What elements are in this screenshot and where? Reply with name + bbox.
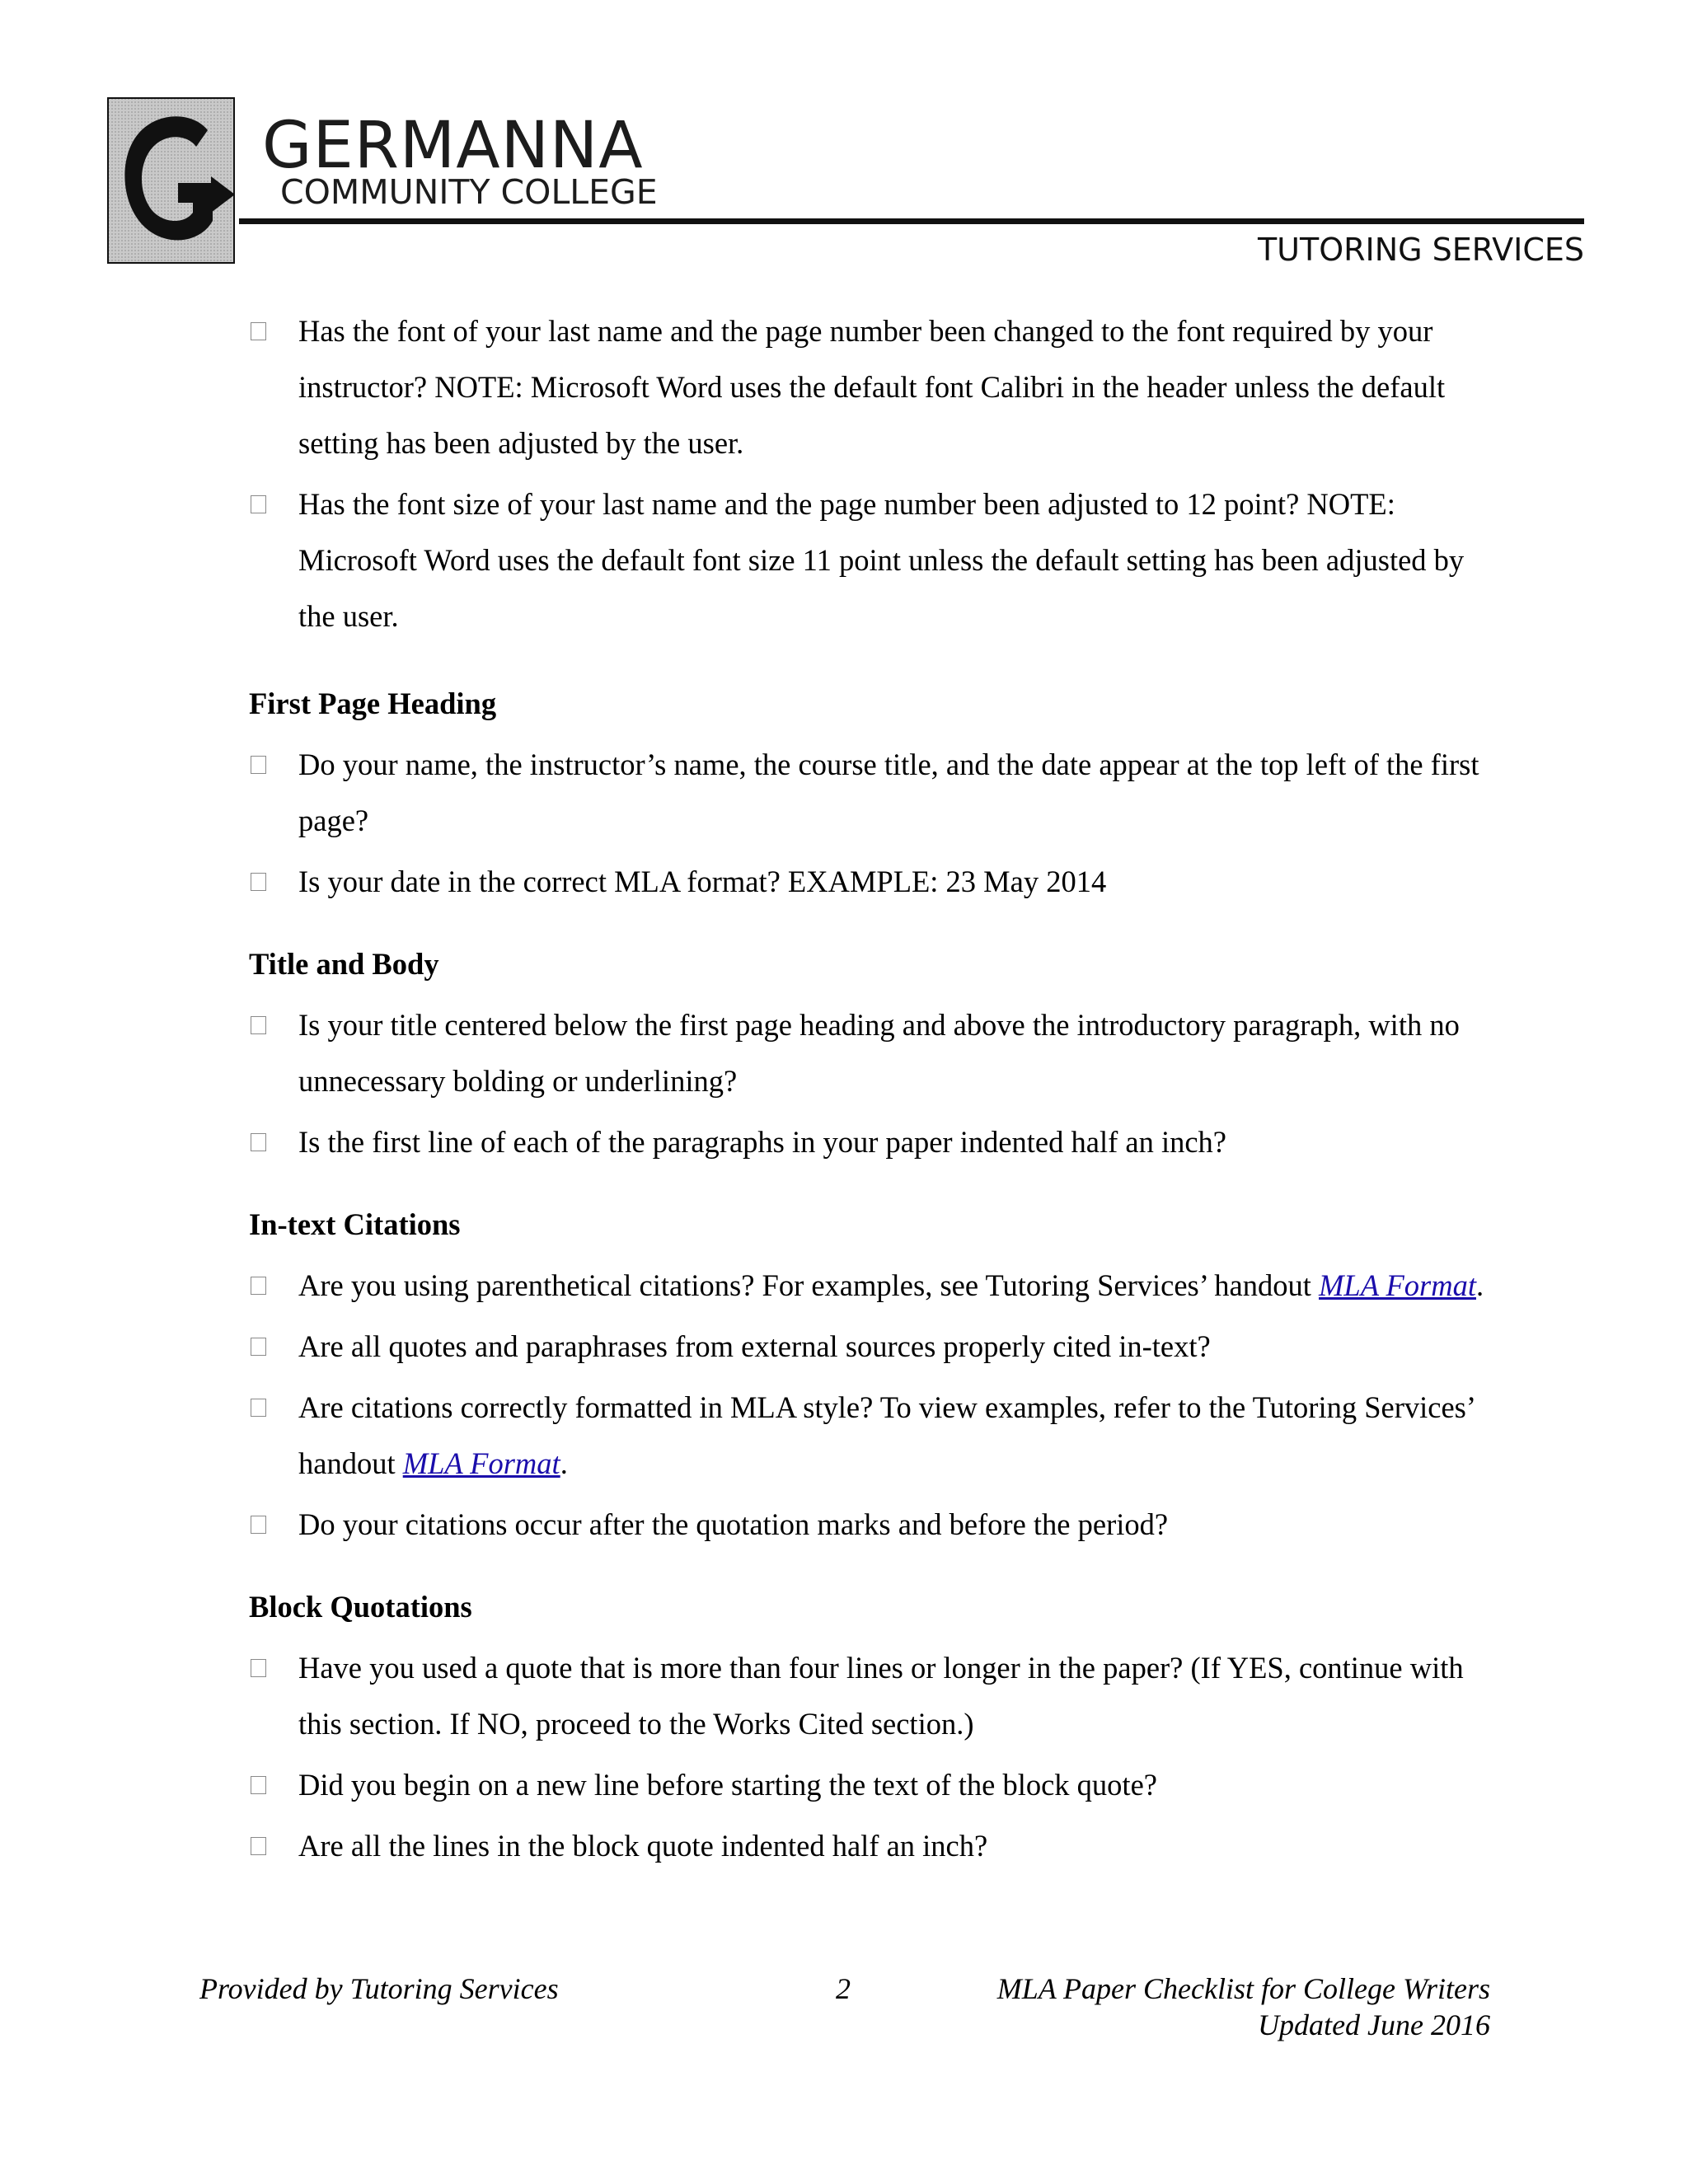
- checklist-item: [249, 303, 1502, 471]
- header-rule: [239, 218, 1584, 224]
- germanna-g-logo: [107, 97, 235, 264]
- checkbox-icon[interactable]: [251, 1659, 266, 1677]
- checkbox-icon[interactable]: [251, 322, 266, 340]
- checkbox-icon[interactable]: [251, 1016, 266, 1034]
- item-text: Did you begin on a new line before starting the text of the block quote?: [298, 1768, 1157, 1802]
- item-text: Is your date in the correct MLA format? EXAMPLE: 23 May 2014: [298, 865, 1107, 898]
- checkbox-icon[interactable]: [251, 873, 266, 891]
- checklist-item: [249, 476, 1502, 644]
- item-text: Are citations correctly formatted in MLA style? To view examples, refer to the Tutoring Services’ handout: [298, 1390, 1475, 1480]
- checkbox-icon[interactable]: [251, 756, 266, 774]
- item-text: Has the font size of your last name and the page number been adjusted to 12 point? NOTE: Microsoft Word uses the default font size 11 point unless the default setting has been adjusted by the user.: [298, 487, 1465, 633]
- checklist-body: [249, 303, 1502, 1879]
- checklist-item: [249, 1114, 1502, 1170]
- checkbox-icon[interactable]: [251, 1133, 266, 1151]
- checkbox-icon[interactable]: [251, 495, 266, 513]
- mla-format-link[interactable]: MLA Format: [1319, 1268, 1476, 1302]
- checklist-item: [249, 1497, 1502, 1553]
- checkbox-icon[interactable]: [251, 1399, 266, 1417]
- item-text: Has the font of your last name and the page number been changed to the font required by your instructor? NOTE: Microsoft Word uses the default font Calibri in the header unless the default setting has been adjusted by the user.: [298, 314, 1446, 460]
- mla-format-link[interactable]: MLA Format: [402, 1446, 560, 1480]
- section-heading-citations: In-text Citations: [249, 1207, 461, 1241]
- section-heading-title-body: Title and Body: [249, 947, 439, 981]
- item-text: Are all the lines in the block quote indented half an inch?: [298, 1829, 988, 1863]
- checklist-item: [249, 737, 1502, 849]
- item-text: Are you using parenthetical citations? For examples, see Tutoring Services’ handout: [298, 1268, 1320, 1302]
- department-name: TUTORING SERVICES: [1257, 232, 1584, 268]
- item-text: Do your name, the instructor’s name, the course title, and the date appear at the top left of the first page?: [298, 748, 1479, 837]
- item-text: Is your title centered below the first page heading and above the introductory paragraph, with no unnecessary bolding or underlining?: [298, 1008, 1460, 1098]
- footer-doc-title: MLA Paper Checklist for College Writers: [996, 1972, 1490, 2005]
- section-heading-first-page: First Page Heading: [249, 687, 497, 720]
- checklist-item: [249, 1380, 1502, 1492]
- item-text: Have you used a quote that is more than four lines or longer in the paper? (If YES, continue with this section. If NO, proceed to the Works Cited section.): [298, 1651, 1464, 1741]
- checkbox-icon[interactable]: [251, 1277, 266, 1295]
- checklist-item: [249, 1258, 1502, 1314]
- checkbox-icon[interactable]: [251, 1516, 266, 1534]
- checkbox-icon[interactable]: [251, 1776, 266, 1794]
- item-text: Is the first line of each of the paragraphs in your paper indented half an inch?: [298, 1125, 1226, 1159]
- org-subtitle: COMMUNITY COLLEGE: [280, 172, 658, 212]
- checklist-item: [249, 1757, 1502, 1813]
- checkbox-icon[interactable]: [251, 1338, 266, 1356]
- item-text: Are all quotes and paraphrases from external sources properly cited in-text?: [298, 1329, 1211, 1363]
- checklist-item: [249, 1319, 1502, 1375]
- footer-provider: Provided by Tutoring Services: [199, 1972, 559, 2005]
- footer-doc-info: [997, 1971, 1490, 2043]
- checklist-item: [249, 1818, 1502, 1874]
- checklist-item: [249, 997, 1502, 1109]
- item-text-suffix: .: [1476, 1268, 1484, 1302]
- item-text: Do your citations occur after the quotation marks and before the period?: [298, 1507, 1169, 1541]
- checkbox-icon[interactable]: [251, 1837, 266, 1855]
- checklist-item: [249, 1640, 1502, 1752]
- footer-updated: Updated June 2016: [1258, 2008, 1490, 2041]
- org-name: GERMANNA: [262, 109, 644, 183]
- checklist-item: [249, 854, 1502, 910]
- section-heading-block-quotes: Block Quotations: [249, 1590, 472, 1624]
- item-text-suffix: .: [560, 1446, 568, 1480]
- page-number: 2: [836, 1972, 851, 2005]
